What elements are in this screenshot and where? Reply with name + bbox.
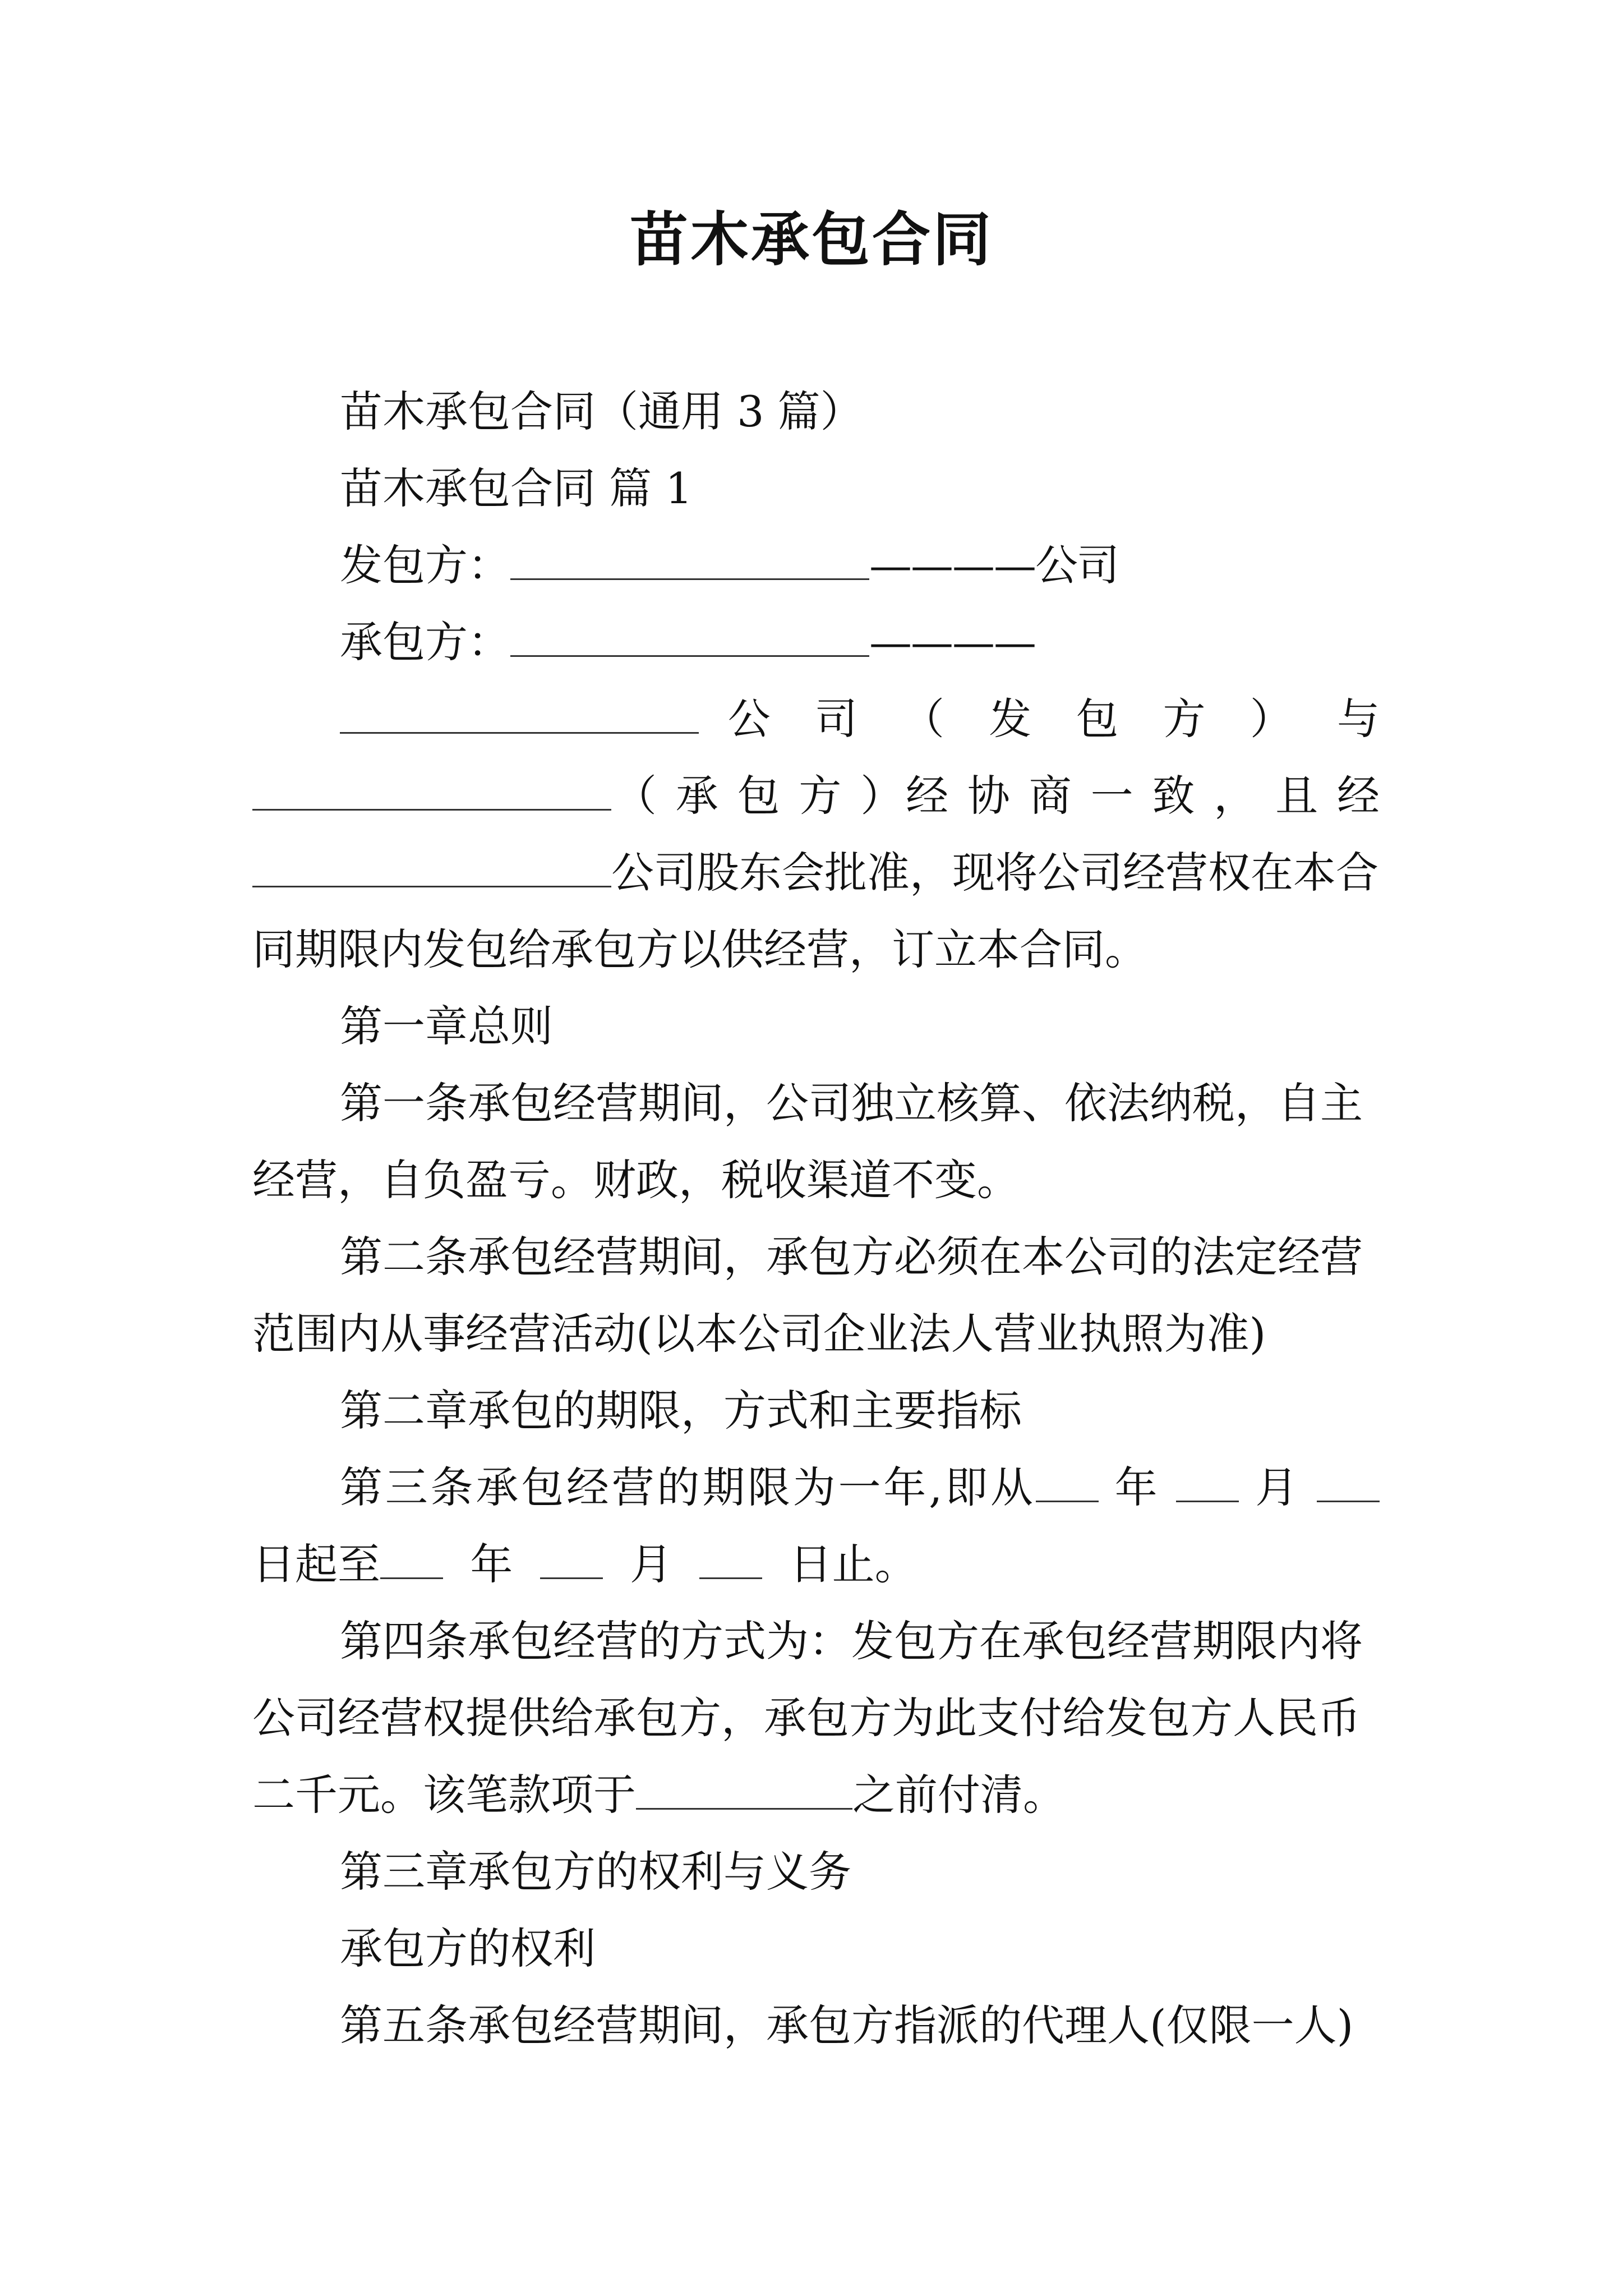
- intro-text-3: 公司股东会批准，现将公司经营权在本合: [611, 848, 1378, 898]
- article-2-line-1: 第二条承包经营期间，承包方必须在本公司的法定经营: [340, 1232, 1363, 1282]
- party-b-blank: [510, 618, 869, 657]
- party-a-blank: [510, 541, 869, 580]
- article-4-line-1: 第四条承包经营的方式为：发包方在承包经营期限内将: [340, 1616, 1363, 1666]
- intro-blank-1: [340, 695, 699, 734]
- day-to-label: 日止。: [789, 1539, 917, 1589]
- party-a-label: 发包方：: [340, 540, 510, 590]
- to-month-blank: [540, 1540, 603, 1579]
- to-year-label: 年: [470, 1539, 513, 1589]
- intro-line-1: [252, 680, 1380, 757]
- rights-heading: 承包方的权利: [340, 1924, 596, 1973]
- from-month-blank: [1176, 1464, 1239, 1502]
- from-year-label: 年: [1114, 1462, 1160, 1512]
- party-a-suffix: ————公司: [869, 540, 1118, 590]
- intro-text-1: 公 司 （ 发 包 方 ） 与: [727, 694, 1380, 744]
- party-a-line: [252, 527, 1380, 604]
- from-month-label: 月: [1255, 1462, 1301, 1512]
- article-2-line-2: 范围内从事经营活动(以本公司企业法人营业执照为准): [252, 1309, 1266, 1359]
- payment-date-blank: [636, 1771, 852, 1810]
- article-4-line-2: 公司经营权提供给承包方，承包方为此支付给发包方人民币: [252, 1693, 1361, 1743]
- article-1-line-2: 经营，自负盈亏。财政，税收渠道不变。: [252, 1155, 1020, 1205]
- intro-line-4: 同期限内发包给承包方以供经营，订立本合同。: [252, 924, 1147, 974]
- party-b-label: 承包方：: [340, 617, 510, 667]
- from-year-blank: [1036, 1464, 1099, 1502]
- article-3-text: 第三条承包经营的期限为一年,即从: [340, 1462, 1036, 1512]
- to-year-blank: [380, 1540, 443, 1579]
- article-4-text-b: 之前付清。: [852, 1770, 1066, 1820]
- article-3-line-2: [252, 1526, 1380, 1603]
- piece-heading: 苗木承包合同 篇 1: [340, 463, 693, 513]
- chapter-3-heading: 第三章承包方的权利与义务: [340, 1847, 851, 1897]
- intro-line-2: [252, 757, 1380, 834]
- article-1-line-1: 第一条承包经营期间，公司独立核算、依法纳税，自主: [340, 1078, 1363, 1128]
- to-day-blank: [699, 1540, 762, 1579]
- article-4-text-a: 二千元。该笔款项于: [252, 1770, 636, 1820]
- article-5-line-1: 第五条承包经营期间，承包方指派的代理人(仅限一人): [340, 2000, 1354, 2050]
- document-title: 苗木承包合同: [629, 205, 993, 274]
- article-3-line-1: [252, 1449, 1380, 1526]
- article-4-line-3: [252, 1756, 1380, 1833]
- party-b-line: [252, 604, 1380, 680]
- document-body: [252, 373, 1380, 2064]
- party-b-suffix: ————: [869, 617, 1035, 667]
- intro-blank-2: [252, 772, 611, 811]
- day-from-label: 日起至: [252, 1539, 380, 1589]
- chapter-2-heading: 第二章承包的期限，方式和主要指标: [340, 1386, 1022, 1435]
- intro-text-2: （ 承 包 方 ）经 协 商 一 致 ， 且 经: [611, 771, 1380, 821]
- intro-line-3: [252, 834, 1380, 911]
- subtitle: 苗木承包合同（通用 3 篇）: [340, 386, 863, 436]
- from-day-blank: [1317, 1464, 1380, 1502]
- intro-blank-3: [252, 849, 611, 887]
- chapter-1-heading: 第一章总则: [340, 1001, 553, 1051]
- to-month-label: 月: [629, 1539, 672, 1589]
